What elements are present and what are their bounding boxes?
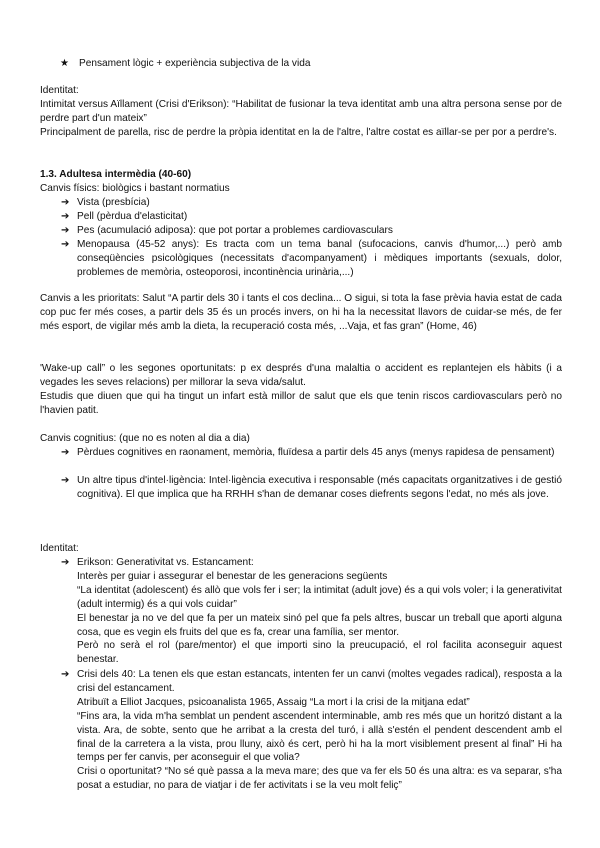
priorities-paragraph: Canvis a les prioritats: Salut “A partir dels 30 i tants el cos declina... O sigui, si tota la fase prèvia havia estat de cada cop puc fer més coses, a partir dels 35 és un procés invers, on hi ha la necessitat llavors de cuidar-se més, de fer més esport, de vigilar més amb la dieta, la recuperació costa més, ...Vaja, et fas gran” (Home, 46) [40, 293, 562, 332]
star-bullet-text: Pensament lògic + experiència subjectiva de la vida [79, 58, 311, 69]
arrow-icon: ➔ [61, 197, 70, 208]
arrow-icon: ➔ [61, 475, 70, 486]
crisis-line-3: Crisi o oportunitat? “No sé què passa a la meva mare; des que va fer els 50 és una altra: es va separar, s'ha posat a estudiar, no para de viatjar i de fer activitats i se la veu molt feliç” [77, 766, 562, 792]
star-icon: ★ [60, 58, 70, 69]
crisis-item [61, 668, 562, 793]
erikson-line-1: Interès per guiar i assegurar el benestar de les generacions següents [77, 570, 388, 582]
physical-item-1: ➔ Vista (presbícia) [61, 197, 150, 208]
crisis-title: Crisi dels 40: La tenen els que estan estancats, intenten fer un canvi (moltes vegades radical), resposta a la crisi del estancament. [77, 669, 562, 694]
cognitive-item-1: ➔ Pèrdues cognitives en raonament, memòria, fluïdesa a partir dels 45 anys (menys rapidesa de pensament) [61, 447, 555, 458]
erikson-line-4: Però no serà el rol (pare/mentor) el que importi sino la preucupació, el rol facilita aconseguir aquest benestar. [77, 640, 562, 666]
erikson-line-3: El benestar ja no ve del que fa per un mateix sinó pel que fa pels altres, buscar un treball que aporti alguna cosa, que es vegin els fruits del que es fa, crear una família, ser mentor. [77, 612, 562, 638]
physical-changes-label: Canvis físics: biològics i bastant normatius [40, 183, 230, 194]
erikson-item [61, 556, 562, 667]
identity1-paragraph-1: Intimitat versus Aïllament (Crisi d'Erikson): “Habilitat de fusionar la teva identitat amb una altra persona sense por de perdre part d'un mateix” [40, 99, 562, 124]
cognitive-item-2: ➔ Un altre tipus d'intel·ligència: Intel·ligència executiva i responsable (més capacitats organitzatives i de gestió cognitiva). El que implica que ha RRHH s'han de demanar coses diefrents segons l'edat, no més als jove. [61, 475, 562, 500]
erikson-line-2: “La identitat (adolescent) és allò que vols fer i ser; la intimitat (adult jove) és a qui vols voler; i la generativitat (adult intermig) és a qui vols cuidar” [77, 584, 562, 610]
identity1-label: Identitat: [40, 85, 79, 96]
arrow-icon: ➔ [61, 447, 70, 458]
erikson-title: Erikson: Generativitat vs. Estancament: [77, 557, 254, 568]
arrow-icon: ➔ [61, 239, 70, 250]
crisis-line-2: “Fins ara, la vida m'ha semblat un pendent ascendent interminable, amb res més que un horitzó distant a la vista. Ara, de sobte, sento que he arribat a la cresta del turó, i allà s'estén el pendent descendent amb el final de la carretera a la vista, prou lluny, això és cert, però hi ha la mort visiblement present al final” Hi ha temps per fer canvis, per aconseguir el que volia? [77, 710, 562, 764]
arrow-icon: ➔ [61, 669, 70, 680]
section-heading: 1.3. Adultesa intermèdia (40-60) [40, 169, 192, 180]
studies-paragraph: Estudis que diuen que qui ha tingut un infart està millor de salut que els que tenin riscos cardiovasculars però no l'havien patit. [40, 391, 562, 416]
arrow-icon: ➔ [61, 211, 70, 222]
arrow-icon: ➔ [61, 225, 70, 236]
identity2-label: Identitat: [40, 543, 79, 554]
physical-item-3: ➔ Pes (acumulació adiposa): que pot portar a problemes cardiovasculars [61, 225, 393, 236]
crisis-line-1: Atribuït a Elliot Jacques, psicoanalista 1965, Assaig “La mort i la crisi de la mitjana edat” [77, 696, 470, 708]
physical-item-4: ➔ Menopausa (45-52 anys): Es tracta com un tema banal (sufocacions, canvis d'humor,...) però amb conseqüències psicològiques (necessitats d'acompanyament) i mèdiques importants (sexuals, dolor, problemes de memòria, osteoporosi, incontinència urinària,...) [61, 239, 562, 278]
identity1-paragraph-2: Principalment de parella, risc de perdre la pròpia identitat en la de l'altre, l'altre costat es aïllar-se per por a perdre's. [40, 127, 557, 138]
cognitive-changes-label: Canvis cognitius: (que no es noten al dia a dia) [40, 433, 250, 444]
star-bullet-item [60, 57, 540, 71]
wake-up-call-paragraph: 'Wake-up call” o les segones oportunitats: p ex després d'una malaltia o accident es replantejen els hàbits (i a vegades les seves relacions) per millorar la seva vida/salut. [40, 363, 562, 388]
physical-item-2: ➔ Pell (pèrdua d'elasticitat) [61, 211, 188, 222]
arrow-icon: ➔ [61, 557, 70, 568]
